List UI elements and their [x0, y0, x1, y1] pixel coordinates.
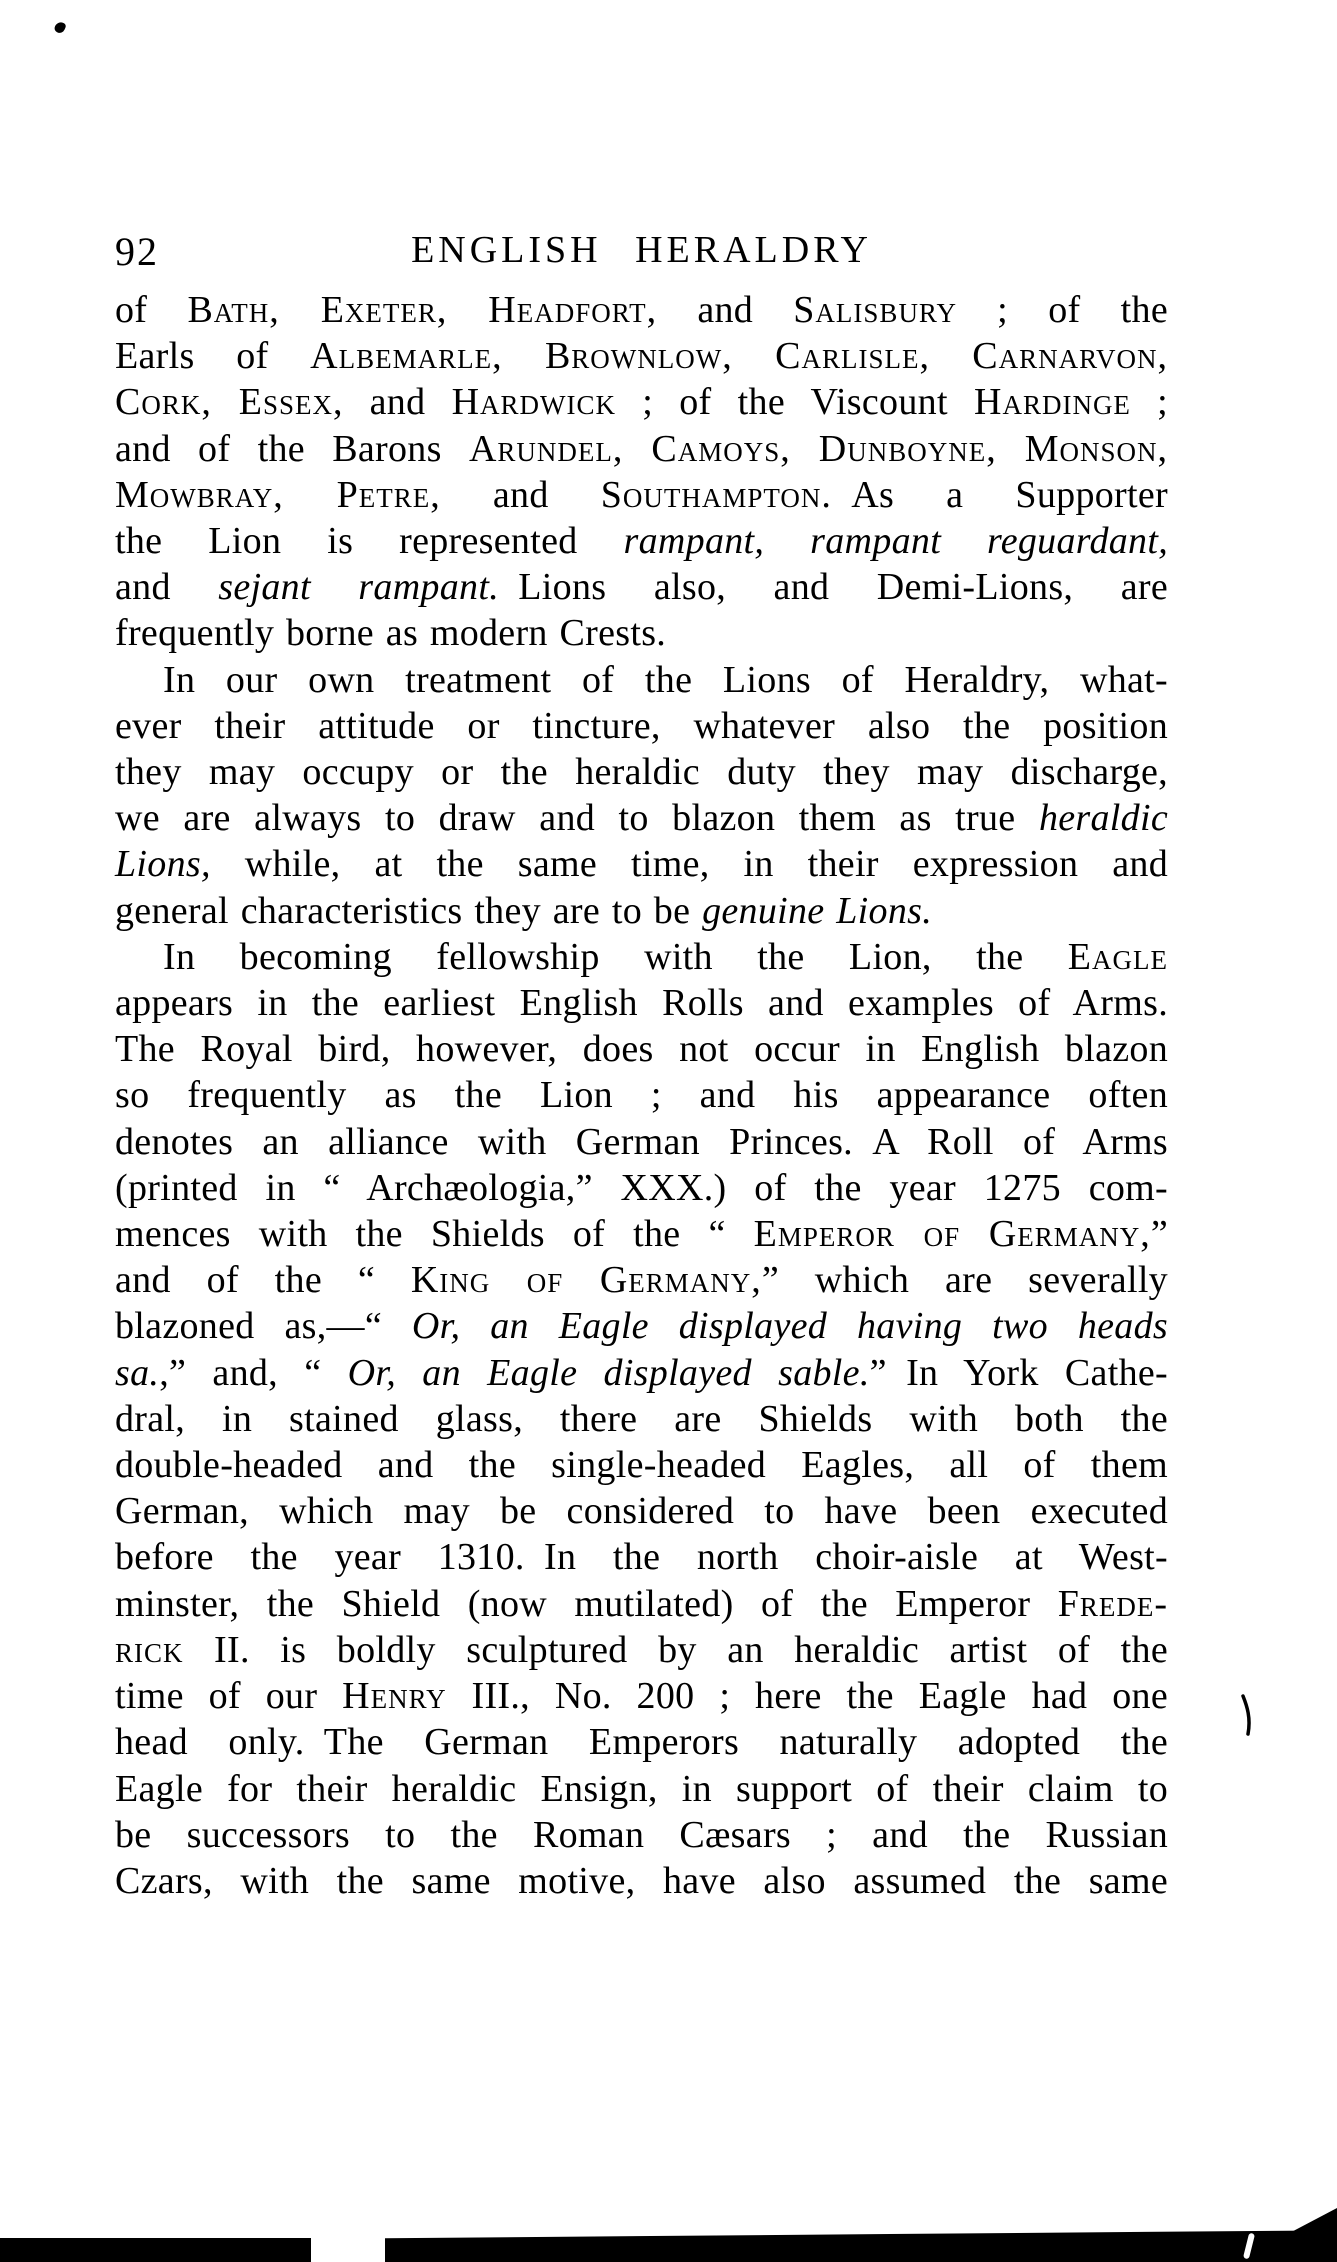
body-text: we are always to draw and to blazon them as true	[115, 797, 1039, 840]
body-text: general characteristics they are to be	[115, 889, 703, 932]
body-text: time of our	[115, 1675, 343, 1718]
text-line	[115, 1350, 1168, 1396]
text-line	[115, 610, 1168, 656]
body-text: minster, the Shield (now mutilated) of the Emperor	[115, 1582, 1058, 1625]
text-line	[115, 1766, 1168, 1812]
body-text: while, at the same time, in their expression and	[210, 843, 1168, 886]
italic-text: Or, an Eagle displayed having two heads	[411, 1305, 1168, 1348]
small-caps-text: Hardinge	[974, 381, 1131, 424]
text-line	[115, 1119, 1168, 1165]
text-block	[115, 287, 1168, 1904]
text-line	[115, 1257, 1168, 1303]
body-text: blazoned as,—“	[115, 1305, 412, 1348]
italic-text: genuine Lions.	[702, 889, 933, 932]
body-text: and	[440, 473, 601, 516]
body-text: Lions also, and Demi-Lions, are	[499, 566, 1168, 609]
text-line	[115, 426, 1168, 472]
scan-bottom-bar-right	[385, 2229, 1337, 2262]
body-text: so frequently as the Lion ; and his appearance often	[115, 1074, 1168, 1117]
body-text: and of the “	[115, 1259, 411, 1302]
small-caps-text: Arundel, Camoys, Dunboyne, Monson,	[468, 427, 1168, 470]
body-text: German, which may be considered to have been executed	[115, 1490, 1168, 1533]
body-text: before the year 1310. In the north choir-aisle at West-	[115, 1536, 1168, 1579]
body-text: The Royal bird, however, does not occur in English blazon	[115, 1028, 1168, 1071]
text-line	[115, 1719, 1168, 1765]
small-caps-text: Mowbray, Petre,	[115, 473, 441, 516]
body-text: head only. The German Emperors naturally adopted the	[115, 1721, 1168, 1764]
body-text: ” In York Cathe-	[869, 1351, 1169, 1394]
text-line	[115, 1026, 1168, 1072]
text-line	[115, 472, 1168, 518]
text-line	[115, 841, 1168, 887]
text-line	[115, 287, 1168, 333]
body-text: ” which are severally	[761, 1259, 1168, 1302]
text-line	[115, 980, 1168, 1026]
scan-speck-icon	[53, 20, 67, 34]
text-line	[115, 1534, 1168, 1580]
small-caps-text: Bath, Exeter, Headfort,	[187, 289, 658, 331]
body-text: and	[343, 381, 452, 424]
small-caps-text: Henry	[342, 1675, 447, 1718]
body-text: mences with the Shields of the “	[115, 1213, 754, 1256]
body-text: II. is boldly sculptured by an heraldic artist of the	[183, 1628, 1168, 1671]
body-text: ever their attitude or tincture, whatever also the position	[115, 704, 1168, 747]
body-text: the Lion is represented	[115, 520, 624, 563]
body-text: ”	[1150, 1213, 1168, 1256]
body-text: appears in the earliest English Rolls and examples of Arms.	[115, 982, 1168, 1025]
text-line	[115, 333, 1168, 379]
body-text: ,” and, “	[159, 1351, 348, 1394]
body-text: Eagle for their heraldic Ensign, in support of their claim to	[115, 1767, 1168, 1810]
body-text: In our own treatment of the Lions of Heraldry, what-	[163, 658, 1168, 701]
body-text: frequently borne as modern Crests.	[115, 612, 667, 655]
small-caps-text: Hardwick	[451, 381, 617, 424]
body-text: ; of the	[956, 289, 1168, 331]
body-text: denotes an alliance with German Princes. A Roll of Arms	[115, 1120, 1168, 1163]
text-line	[115, 703, 1168, 749]
italic-text: Lions,	[115, 843, 211, 886]
small-caps-text: Salisbury	[793, 289, 957, 331]
scan-bottom-bar-left	[0, 2238, 311, 2262]
body-text: dral, in stained glass, there are Shields with both the	[115, 1397, 1168, 1440]
text-line	[115, 1673, 1168, 1719]
italic-text: sejant rampant.	[218, 566, 499, 609]
text-line	[115, 934, 1168, 980]
text-line	[115, 1812, 1168, 1858]
body-text: and of the Barons	[115, 427, 469, 470]
small-caps-text: Southampton.	[600, 473, 832, 516]
body-text: double-headed and the single-headed Eagles, all of them	[115, 1444, 1168, 1487]
body-text: of	[115, 289, 188, 331]
text-line	[115, 1165, 1168, 1211]
scan-bottom-bar-corner	[1280, 2208, 1337, 2238]
body-text: ;	[1130, 381, 1168, 424]
body-text: Earls of	[115, 335, 311, 378]
body-text: As a Supporter	[831, 473, 1168, 516]
italic-text: Or, an Eagle displayed sable.	[347, 1351, 870, 1394]
text-line	[115, 1442, 1168, 1488]
body-text: (printed in “ Archæologia,” XXX.) of the year 1275 com-	[115, 1166, 1168, 1209]
text-line	[115, 888, 1168, 934]
page-header	[115, 228, 1168, 276]
body-text: and	[115, 566, 219, 609]
text-line	[115, 1627, 1168, 1673]
small-caps-text: Eagle	[1067, 935, 1168, 978]
text-line	[115, 379, 1168, 425]
text-line	[115, 564, 1168, 610]
italic-text: sa.	[115, 1351, 160, 1394]
text-line	[115, 1488, 1168, 1534]
small-caps-text: Albemarle, Brownlow, Carlisle, Carnarvon,	[310, 335, 1169, 378]
small-caps-text: Frede-	[1057, 1582, 1168, 1625]
body-text: they may occupy or the heraldic duty they may discharge,	[115, 751, 1168, 794]
page-number: 92	[115, 229, 159, 274]
body-text: ; of the Viscount	[616, 381, 974, 424]
italic-text: rampant, rampant reguardant,	[623, 520, 1168, 563]
body-text: In becoming fellowship with the Lion, the	[163, 935, 1068, 978]
running-title: ENGLISH HERALDRY	[411, 229, 872, 271]
body-text: be successors to the Roman Cæsars ; and the Russian	[115, 1813, 1168, 1856]
body-text: Czars, with the same motive, have also assumed the same	[115, 1859, 1168, 1902]
small-caps-text: Emperor of Germany,	[753, 1213, 1151, 1256]
text-line	[115, 795, 1168, 841]
scan-stray-mark-icon	[1239, 1694, 1255, 1741]
body-text: III., No. 200 ; here the Eagle had one	[446, 1675, 1168, 1718]
small-caps-text: Cork, Essex,	[115, 381, 344, 424]
text-line	[115, 657, 1168, 703]
small-caps-text: rick	[115, 1628, 184, 1671]
text-line	[115, 1858, 1168, 1904]
text-line	[115, 1072, 1168, 1118]
body-text: and	[657, 289, 794, 331]
text-line	[115, 518, 1168, 564]
italic-text: heraldic	[1038, 797, 1168, 840]
text-line	[115, 749, 1168, 795]
small-caps-text: King of Germany,	[410, 1259, 762, 1302]
text-line	[115, 1396, 1168, 1442]
text-line	[115, 1581, 1168, 1627]
text-line	[115, 1303, 1168, 1349]
text-line	[115, 1211, 1168, 1257]
